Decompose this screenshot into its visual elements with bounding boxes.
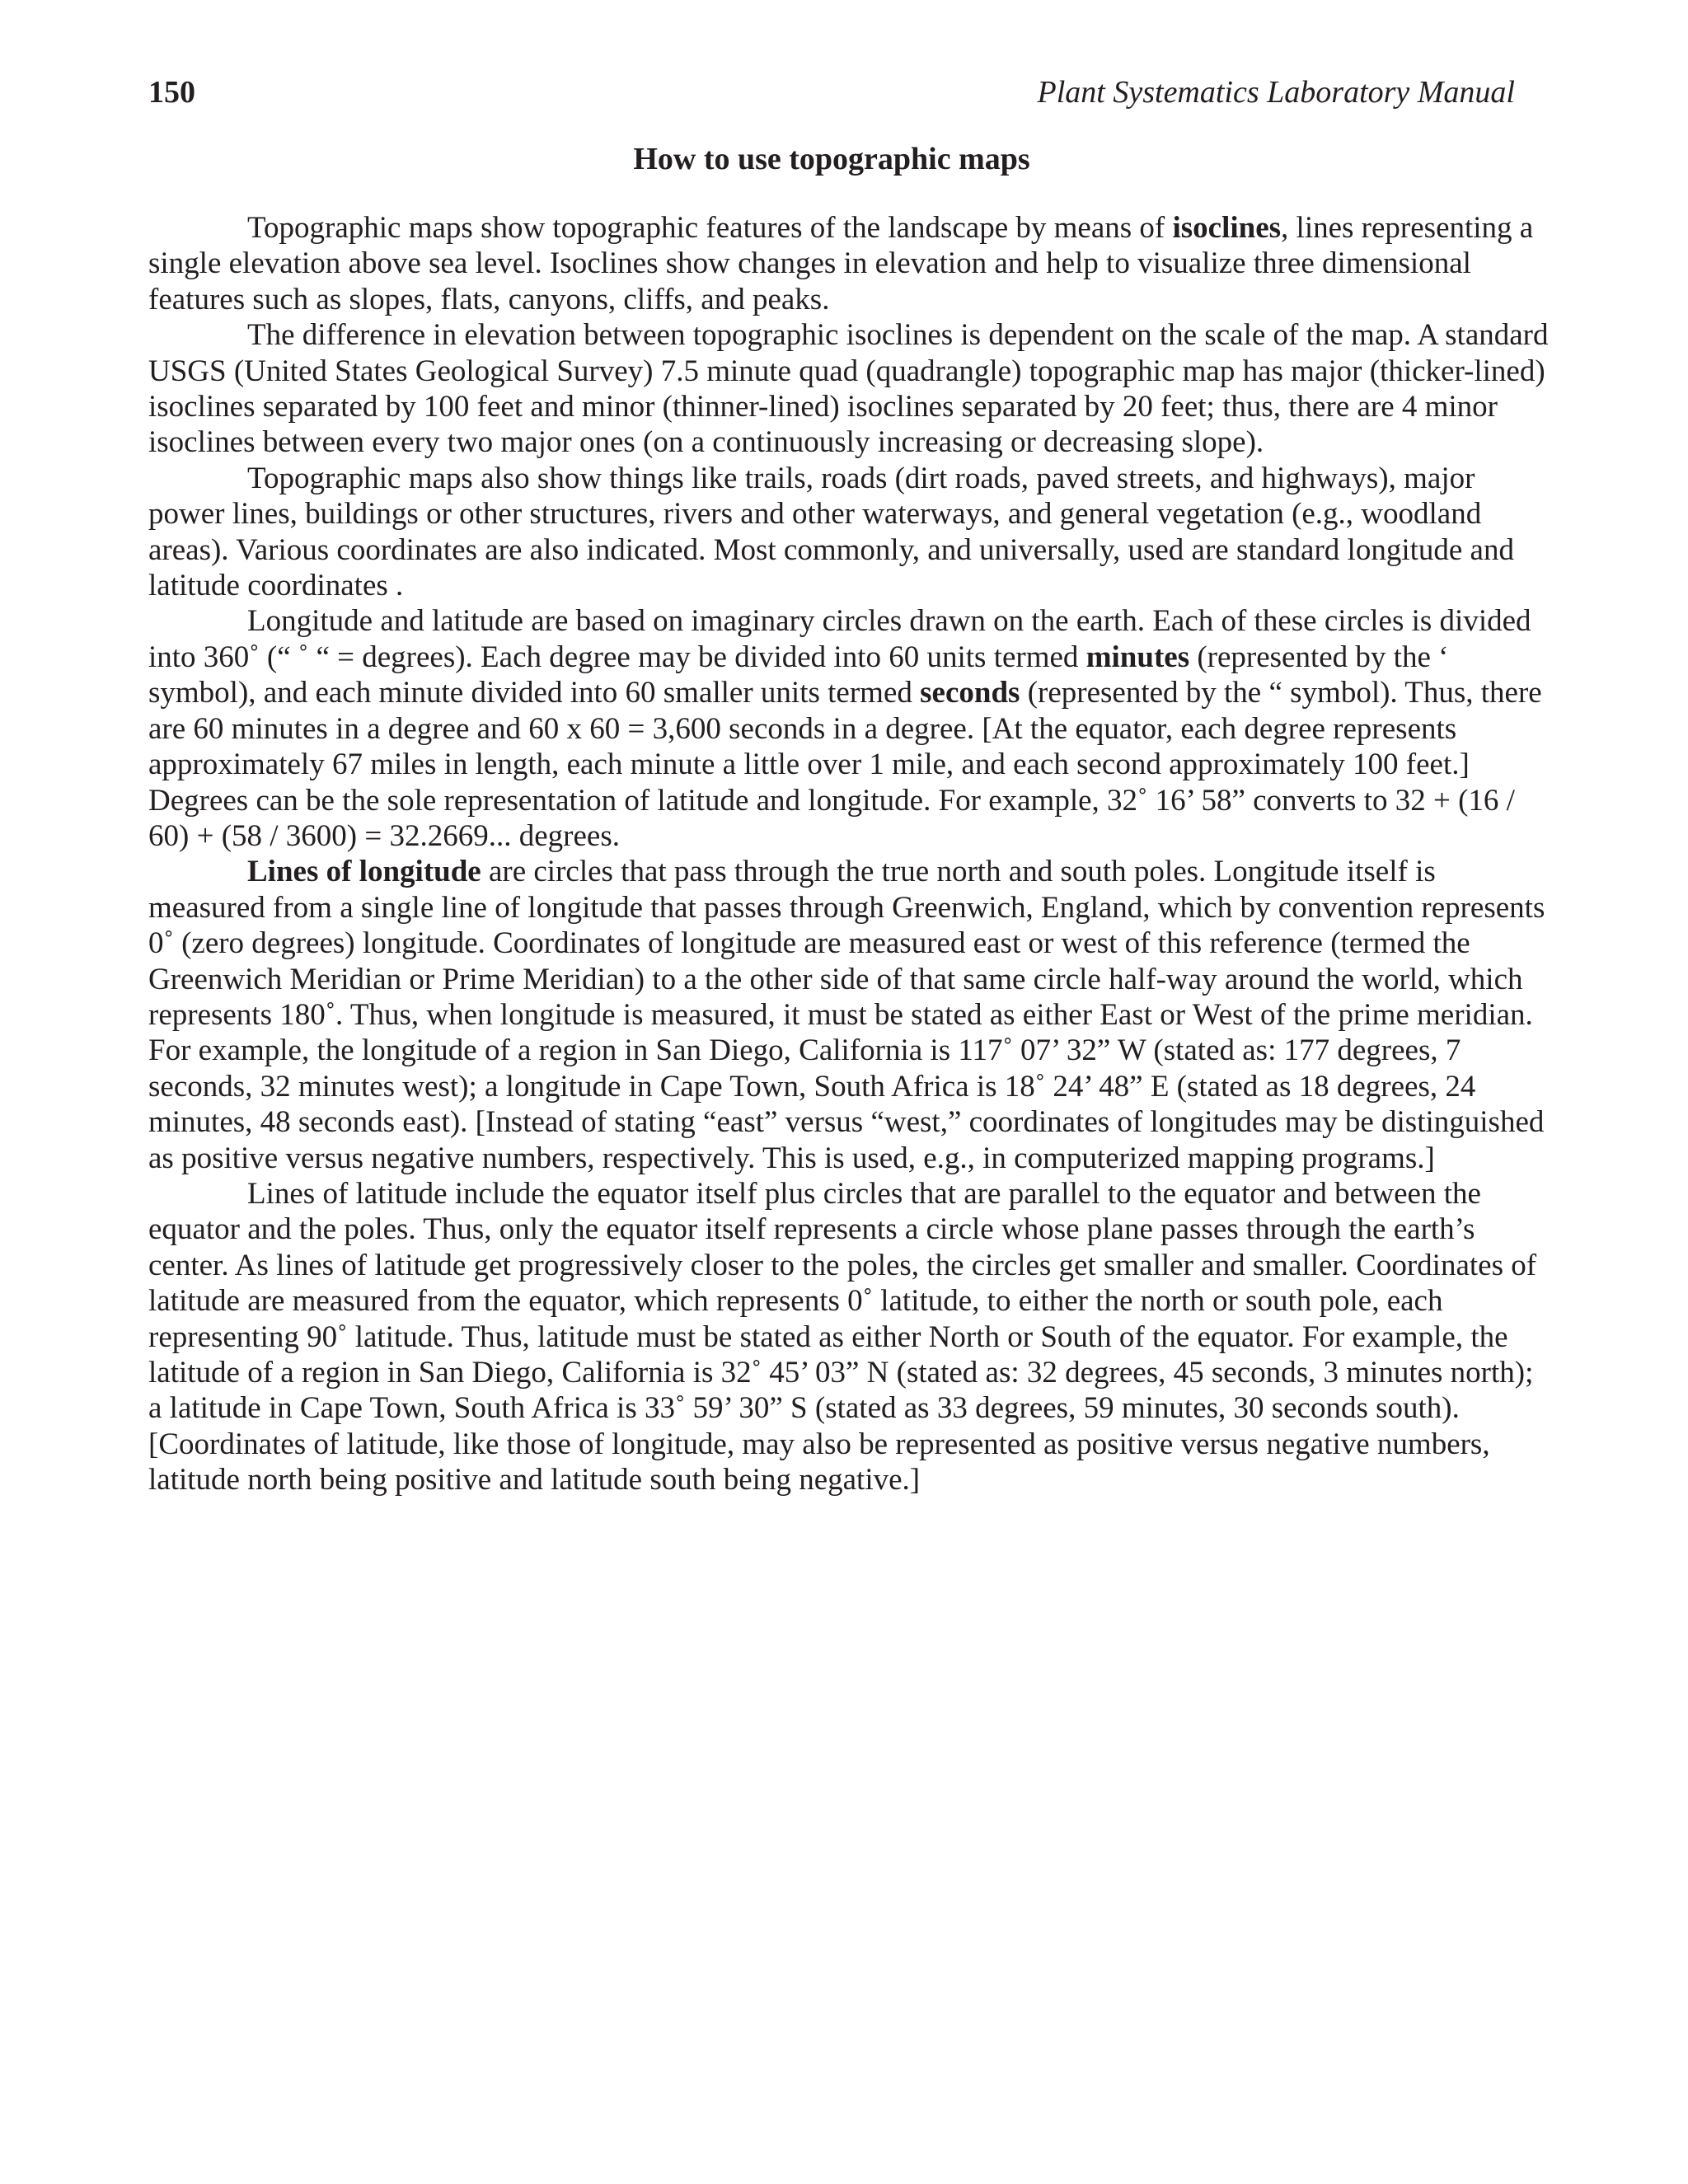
section-title: How to use topographic maps [633, 142, 1030, 176]
paragraph-text: (represented by the “ symbol). Thus, there are 60 minutes in a degree and 60 x 60 = 3,600 seconds in a degree. [At the equator, each degree represents approximately 67 miles in length, each minute a little over 1 mile, and each second approximately 100 feet.] Degrees can be the sole representation of latitude and longitude. For example, 32˚ 16’ 58” converts to 32 + (16 / 60) + (58 / 3600) = 32.2669... degrees. [148, 676, 1542, 853]
paragraph-text: , lines representing a single elevation above sea level. Isoclines show changes in elevation and help to visualize three dimensional features such as slopes, flats, canyons, cliffs, and peaks. [148, 211, 1534, 316]
term-isoclines: isoclines [1172, 211, 1282, 245]
body-text [148, 210, 1550, 1498]
paragraph-latitude [148, 1176, 1550, 1498]
page-number: 150 [148, 75, 195, 110]
paragraph-text: Topographic maps show topographic features of the landscape by means of [247, 211, 1173, 245]
term-minutes: minutes [1085, 640, 1190, 674]
paragraph-degrees-minutes-seconds [148, 603, 1550, 854]
paragraph-text: (represented by the ‘ symbol), and each minute divided into 60 smaller units termed [148, 640, 1449, 710]
paragraph-isoclines [148, 210, 1550, 317]
paragraph-text: Longitude and latitude are based on imaginary circles drawn on the earth. Each of these circles is divided into 360˚ (“ ˚ “ = degrees). Each degree may be divided into 60 units termed [148, 604, 1531, 674]
book-title: Plant Systematics Laboratory Manual [1037, 75, 1515, 110]
term-seconds: seconds [920, 676, 1020, 710]
running-header [148, 69, 1515, 115]
paragraph-text: Lines of latitude include the equator itself plus circles that are parallel to the equator and between the equator and the poles. Thus, only the equator itself represents a circle whose plane passes through the earth’s center. As lines of latitude get progressively closer to the poles, the circles get smaller and smaller. Coordinates of latitude are measured from the equator, which represents 0˚ latitude, to either the north or south pole, each representing 90˚ latitude. Thus, latitude must be stated as either North or South of the equator. For example, the latitude of a region in San Diego, California is 32˚ 45’ 03” N (stated as: 32 degrees, 45 seconds, 3 minutes north); a latitude in Cape Town, South Africa is 33˚ 59’ 30” S (stated as 33 degrees, 59 minutes, 30 seconds south). [Coordinates of latitude, like those of longitude, may also be represented as positive versus negative numbers, latitude north being positive and latitude south being negative.] [148, 1176, 1537, 1497]
paragraph-map-features [148, 461, 1550, 604]
paragraph-text: are circles that pass through the true north and south poles. Longitude itself is measured from a single line of longitude that passes through Greenwich, England, which by convention represents 0˚ (zero degrees) longitude. Coordinates of longitude are measured east or west of this reference (termed the Greenwich Meridian or Prime Meridian) to a the other side of that same circle half-way around the world, which represents 180˚. Thus, when longitude is measured, it must be stated as either East or West of the prime meridian. For example, the longitude of a region in San Diego, California is 117˚ 07’ 32” W (stated as: 177 degrees, 7 seconds, 32 minutes west); a longitude in Cape Town, South Africa is 18˚ 24’ 48” E (stated as 18 degrees, 24 minutes, 48 seconds east). [Instead of stating “east” versus “west,” coordinates of longitudes may be distinguished as positive versus negative numbers, respectively. This is used, e.g., in computerized mapping programs.] [148, 855, 1545, 1175]
paragraph-elevation-difference [148, 317, 1550, 461]
paragraph-longitude [148, 854, 1550, 1176]
term-lines-of-longitude: Lines of longitude [247, 855, 481, 889]
paragraph-text: The difference in elevation between topographic isoclines is dependent on the scale of the map. A standard USGS (United States Geological Survey) 7.5 minute quad (quadrangle) topographic map has major (thicker-lined) isoclines separated by 100 feet and minor (thinner-lined) isoclines separated by 20 feet; thus, there are 4 minor isoclines between every two major ones (on a continuously increasing or decreasing slope). [148, 318, 1549, 460]
paragraph-text: Topographic maps also show things like trails, roads (dirt roads, paved streets, and highways), major power lines, buildings or other structures, rivers and other waterways, and general vegetation (e.g., woodland areas). Various coordinates are also indicated. Most commonly, and universally, used are standard longitude and latitude coordinates . [148, 461, 1514, 603]
